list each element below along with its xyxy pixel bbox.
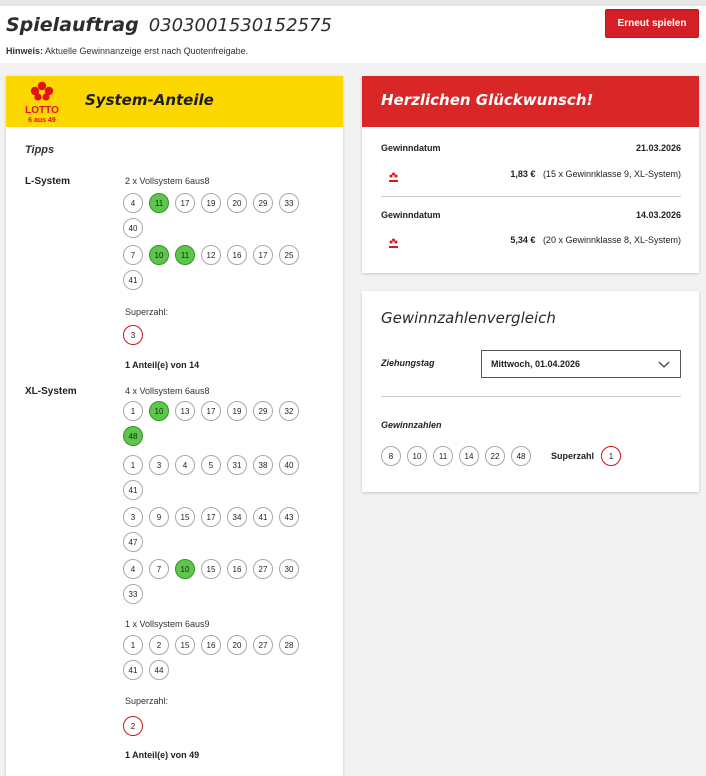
number-ball: 27	[253, 635, 273, 655]
number-ball: 27	[253, 559, 273, 579]
win-date: 21.03.2026	[635, 143, 681, 153]
number-ball-hit: 11	[175, 245, 195, 265]
number-row	[123, 559, 308, 604]
number-ball: 7	[149, 559, 169, 579]
lotto-mini-logo-icon	[388, 172, 399, 184]
lotto-mini-logo-icon	[388, 238, 399, 250]
number-ball: 9	[149, 507, 169, 527]
congrats-header	[362, 76, 699, 127]
number-ball: 5	[201, 455, 221, 475]
number-ball: 4	[123, 559, 143, 579]
ziehungstag-select[interactable]	[481, 350, 681, 378]
number-ball: 1	[123, 401, 143, 421]
system-shares-card	[6, 76, 343, 776]
gewinnzahl-ball: 14	[459, 446, 479, 466]
gewinnzahl-ball: 8	[381, 446, 401, 466]
number-ball: 30	[279, 559, 299, 579]
svg-text:6 aus 49: 6 aus 49	[28, 117, 56, 124]
replay-button[interactable]: Erneut spielen	[605, 9, 699, 38]
number-ball: 16	[201, 635, 221, 655]
gewinnzahl-ball: 11	[433, 446, 453, 466]
number-ball: 4	[175, 455, 195, 475]
win-amount-row	[510, 169, 681, 179]
number-ball: 29	[253, 193, 273, 213]
order-number: 0303001530152575	[148, 15, 332, 36]
xl-system-anteil: 1 Anteil(e) von 49	[125, 750, 200, 760]
number-ball: 3	[149, 455, 169, 475]
xl-system-desc-2: 1 x Vollsystem 6aus9	[125, 619, 210, 629]
page-title-text: Spielauftrag	[6, 14, 139, 36]
number-ball: 40	[123, 218, 143, 238]
number-ball: 16	[227, 245, 247, 265]
ziehungstag-label: Ziehungstag	[381, 358, 435, 368]
number-ball: 43	[279, 507, 299, 527]
gewinnzahlen-superzahl-ball: 1	[601, 446, 621, 466]
ziehungstag-value: Mittwoch, 01.04.2026	[491, 359, 581, 369]
system-shares-title: System-Anteile	[85, 91, 214, 109]
number-ball: 20	[227, 635, 247, 655]
number-ball: 41	[123, 270, 143, 290]
compare-title: Gewinnzahlenvergleich	[381, 309, 556, 327]
number-ball: 1	[123, 635, 143, 655]
number-ball: 16	[227, 559, 247, 579]
number-ball-hit: 10	[149, 245, 169, 265]
number-ball: 2	[149, 635, 169, 655]
number-ball: 12	[201, 245, 221, 265]
number-ball: 20	[227, 193, 247, 213]
number-ball: 44	[149, 660, 169, 680]
chevron-down-icon	[658, 358, 670, 370]
number-ball: 19	[201, 193, 221, 213]
xl-superzahl-label: Superzahl:	[125, 696, 169, 706]
hint-message: Aktuelle Gewinnanzeige erst nach Quotenfreigabe.	[45, 46, 249, 56]
win-date: 14.03.2026	[635, 210, 681, 220]
hint-text	[6, 46, 248, 56]
number-ball-hit: 11	[149, 193, 169, 213]
number-ball: 41	[123, 660, 143, 680]
number-ball: 17	[253, 245, 273, 265]
gewinnzahl-ball: 48	[511, 446, 531, 466]
number-ball-hit: 48	[123, 426, 143, 446]
tipps-label: Tipps	[25, 144, 55, 156]
compare-card	[362, 291, 699, 492]
gewinnzahl-ball: 22	[485, 446, 505, 466]
number-ball: 25	[279, 245, 299, 265]
number-ball: 33	[123, 584, 143, 604]
number-ball: 33	[279, 193, 299, 213]
number-ball: 15	[201, 559, 221, 579]
number-ball: 32	[279, 401, 299, 421]
page-header	[0, 6, 706, 63]
number-ball: 17	[201, 507, 221, 527]
number-ball: 17	[175, 193, 195, 213]
win-date-label: Gewinndatum	[381, 143, 441, 153]
page-title	[6, 14, 332, 36]
number-ball: 3	[123, 507, 143, 527]
number-ball: 19	[227, 401, 247, 421]
win-amount: 1,83 €	[510, 169, 536, 179]
number-ball: 15	[175, 635, 195, 655]
number-ball: 28	[279, 635, 299, 655]
l-system-anteil: 1 Anteil(e) von 14	[125, 360, 200, 370]
compare-divider	[381, 396, 681, 397]
number-row	[123, 401, 308, 446]
xl-superzahl-ball: 2	[123, 716, 143, 736]
gewinnzahl-ball: 10	[407, 446, 427, 466]
gewinnzahlen-superzahl-label: Superzahl	[551, 451, 595, 461]
xl-system-desc: 4 x Vollsystem 6aus8	[125, 386, 210, 396]
win-detail: (20 x Gewinnklasse 8, XL-System)	[542, 235, 681, 245]
xl-system-label: XL-System	[25, 386, 77, 397]
number-ball: 41	[253, 507, 273, 527]
lotto-logo-text: LOTTO	[25, 105, 59, 116]
win-amount-row	[510, 235, 681, 245]
l-system-desc: 2 x Vollsystem 6aus8	[125, 176, 210, 186]
gewinnzahlen-balls	[381, 446, 531, 466]
number-ball: 47	[123, 532, 143, 552]
win-amount: 5,34 €	[510, 235, 536, 245]
number-ball: 34	[227, 507, 247, 527]
number-ball-hit: 10	[175, 559, 195, 579]
number-ball: 41	[123, 480, 143, 500]
win-divider	[381, 196, 681, 197]
number-row	[123, 455, 308, 500]
gewinnzahlen-label: Gewinnzahlen	[381, 420, 442, 430]
system-shares-header	[6, 76, 343, 127]
l-superzahl-label: Superzahl:	[125, 307, 169, 317]
number-row	[123, 193, 308, 238]
number-ball: 4	[123, 193, 143, 213]
l-superzahl-ball: 3	[123, 325, 143, 345]
lotto-logo	[22, 80, 62, 124]
congrats-card	[362, 76, 699, 273]
win-detail: (15 x Gewinnklasse 9, XL-System)	[542, 169, 681, 179]
number-ball: 13	[175, 401, 195, 421]
congrats-title: Herzlichen Glückwunsch!	[381, 91, 594, 109]
number-ball-hit: 10	[149, 401, 169, 421]
number-ball: 15	[175, 507, 195, 527]
l-system-label: L-System	[25, 176, 71, 187]
number-ball: 40	[279, 455, 299, 475]
number-row	[123, 635, 308, 680]
number-ball: 38	[253, 455, 273, 475]
win-date-label: Gewinndatum	[381, 210, 441, 220]
number-row	[123, 245, 308, 290]
number-ball: 29	[253, 401, 273, 421]
hint-label: Hinweis:	[6, 46, 44, 56]
number-row	[123, 507, 308, 552]
number-ball: 7	[123, 245, 143, 265]
number-ball: 17	[201, 401, 221, 421]
number-ball: 31	[227, 455, 247, 475]
number-ball: 1	[123, 455, 143, 475]
